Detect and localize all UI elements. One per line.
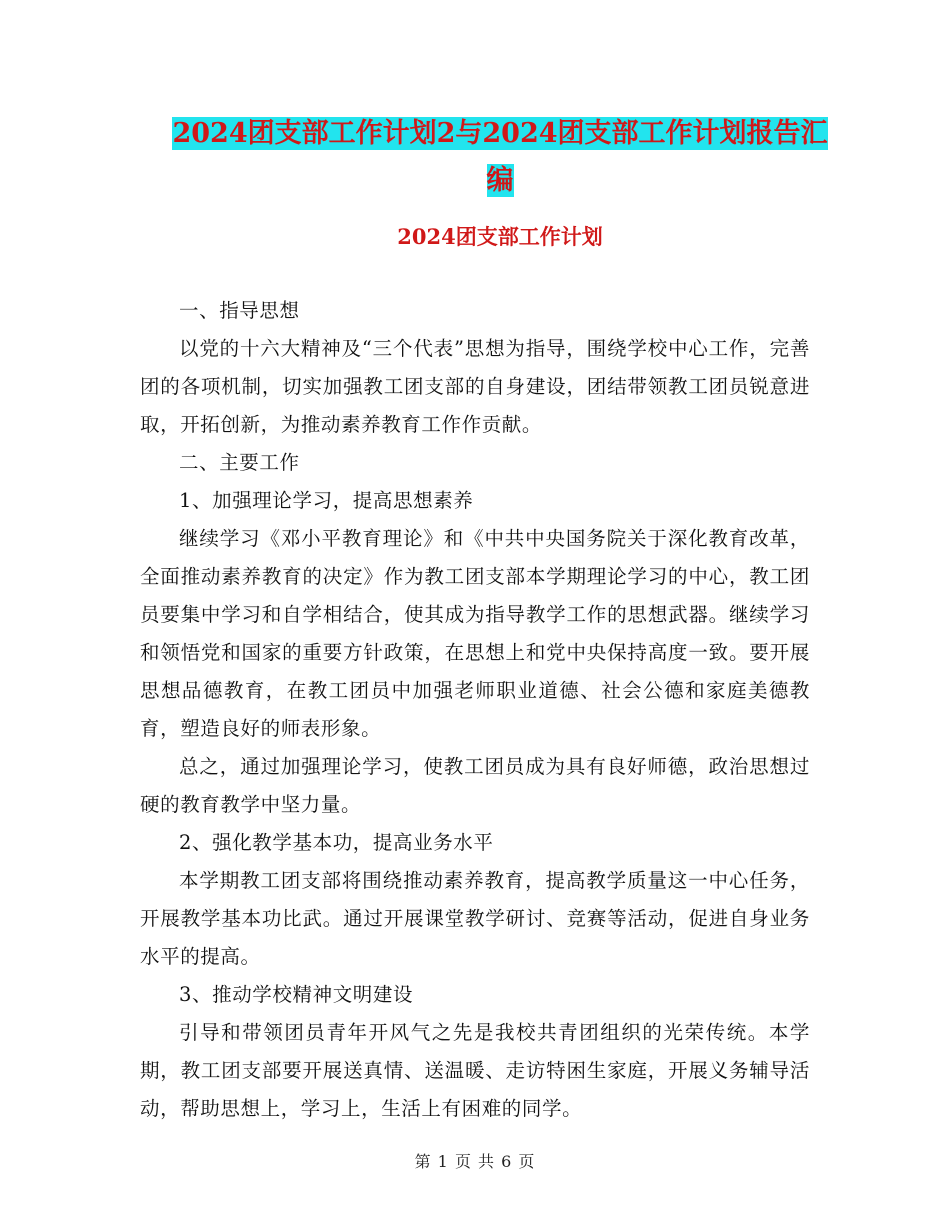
subheading-civilization-building: 3、推动学校精神文明建设 xyxy=(179,983,414,1006)
paragraph-civilization-building: 引导和带领团员青年开风气之先是我校共青团组织的光荣传统。本学期，教工团支部要开展送真情、送温暖、走访特困生家庭，开展义务辅导活动，帮助思想上，学习上，生活上有困难的同学。 xyxy=(140,1021,810,1120)
heading-guiding-ideology: 一、指导思想 xyxy=(179,299,300,322)
paragraph-theory-study: 继续学习《邓小平教育理论》和《中共中央国务院关于深化教育改革，全面推动素养教育的决定》作为教工团支部本学期理论学习的中心，教工团员要集中学习和自学相结合，使其成为指导教学工作的思想武器。继续学习和领悟党和国家的重要方针政策，在思想上和党中央保持高度一致。要开展思想品德教育，在教工团员中加强老师职业道德、社会公德和家庭美德教育，塑造良好的师表形象。 xyxy=(140,527,810,740)
document-title xyxy=(140,110,860,204)
heading-main-work: 二、主要工作 xyxy=(179,451,300,474)
paragraph-guiding-ideology: 以党的十六大精神及“三个代表”思想为指导，围绕学校中心工作，完善团的各项机制，切实加强教工团支部的自身建设，团结带领教工团员锐意进取，开拓创新，为推动素养教育工作作贡献。 xyxy=(140,337,810,436)
paragraph-teaching-skills: 本学期教工团支部将围绕推动素养教育，提高教学质量这一中心任务，开展教学基本功比武。通过开展课堂教学研讨、竞赛等活动，促进自身业务水平的提高。 xyxy=(140,869,810,968)
document-title-line-1: 2024团支部工作计划2与2024团支部工作计划报告汇 xyxy=(172,118,828,149)
subheading-teaching-skills: 2、强化教学基本功，提高业务水平 xyxy=(179,831,494,854)
section-title: 2024团支部工作计划 xyxy=(397,224,603,249)
paragraph-summary: 总之，通过加强理论学习，使教工团员成为具有良好师德，政治思想过硬的教育教学中坚力量。 xyxy=(140,755,810,816)
document-title-line-2: 编 xyxy=(486,165,514,196)
subheading-theory-study: 1、加强理论学习，提高思想素养 xyxy=(179,489,474,512)
page-indicator: 第 1 页 共 6 页 xyxy=(414,1152,536,1171)
document-body xyxy=(140,292,810,1128)
